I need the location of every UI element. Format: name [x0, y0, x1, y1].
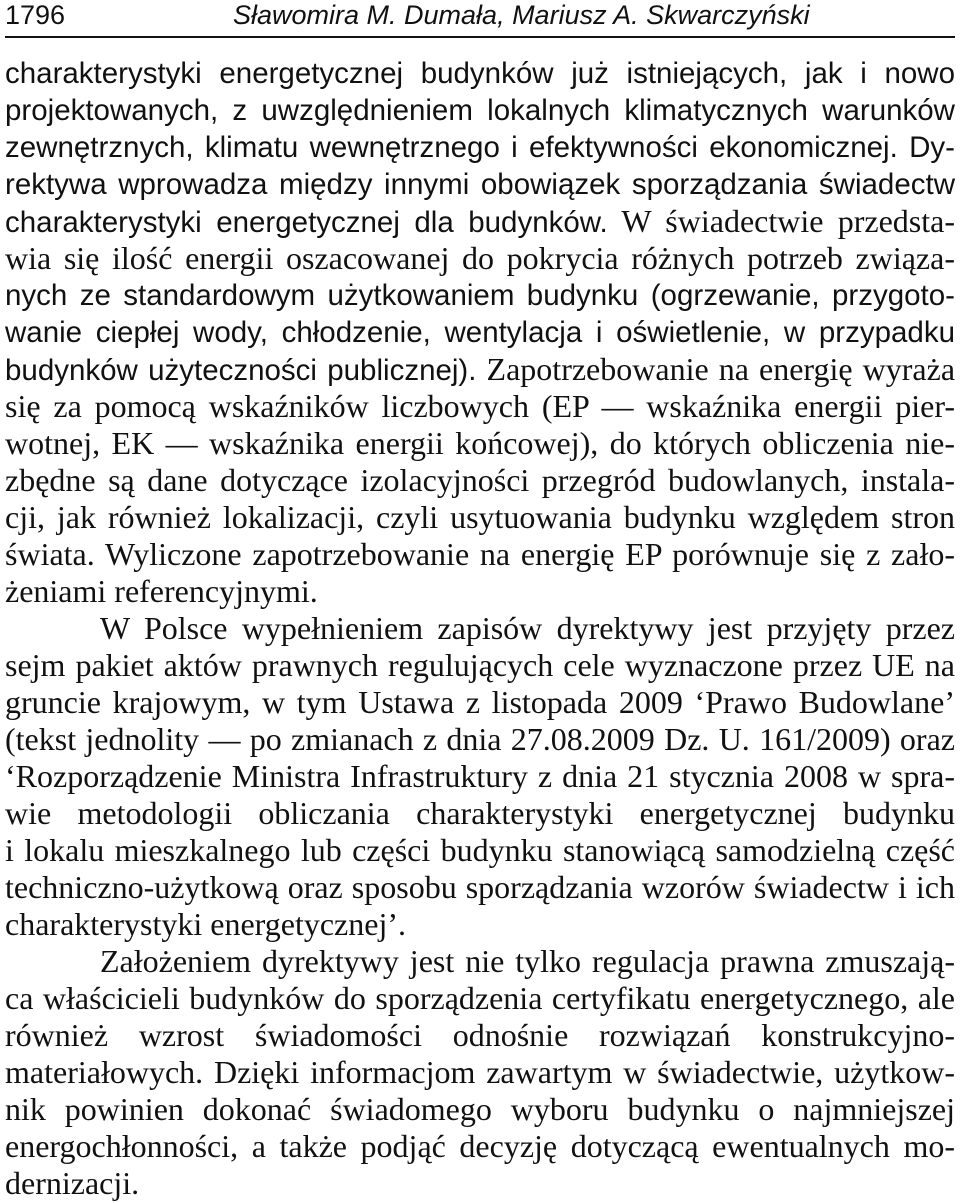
- text-segment: wotnej, EK — wskaźnika energii końcowej), do których obliczenia nie-: [5, 425, 955, 461]
- text-segment: zewnętrznych, klimatu wewnętrznego i efektywności ekonomicznej. Dy-: [5, 131, 955, 164]
- text-line: [5, 1165, 955, 1202]
- text-segment: i lokalu mieszkalnego lub części budynku stanowiącą samodzielną część: [5, 832, 955, 868]
- page-number: 1796: [5, 0, 66, 30]
- text-line: [5, 721, 955, 758]
- text-line: [5, 869, 955, 906]
- text-line: [5, 573, 955, 610]
- text-line: [5, 684, 955, 721]
- text-segment: materiałowych. Dzięki informacjom zawartym w świadectwie, użytkow-: [5, 1054, 955, 1090]
- text-line: [5, 536, 955, 573]
- text-segment: energochłonności, a także podjąć decyzję dotyczącą ewentualnych mo-: [5, 1128, 955, 1164]
- text-line: [5, 314, 955, 351]
- text-segment: żeniami referencyjnymi.: [5, 573, 318, 609]
- text-segment: dernizacji.: [5, 1165, 140, 1201]
- text-segment: techniczno-użytkową oraz sposobu sporządzania wzorów świadectw i ich: [5, 869, 955, 905]
- text-line: [5, 388, 955, 425]
- text-segment: (tekst jednolity — po zmianach z dnia 27.08.2009 Dz. U. 161/2009) oraz: [5, 721, 955, 757]
- text-line: [5, 499, 955, 536]
- text-segment: wanie ciepłej wody, chłodzenie, wentylacja i oświetlenie, w przypadku: [5, 316, 955, 349]
- text-line: [5, 1091, 955, 1128]
- text-line: [5, 425, 955, 462]
- text-segment: W Polsce wypełnieniem zapisów dyrektywy jest przyjęty przez: [100, 610, 955, 646]
- authors: Sławomira M. Dumała, Mariusz A. Skwarczyński: [233, 0, 810, 30]
- text-segment: świata. Wyliczone zapotrzebowanie na energię EP porównuje się z zało-: [5, 536, 955, 572]
- text-segment: cji, jak również lokalizacji, czyli usytuowania budynku względem stron: [5, 499, 955, 535]
- text-segment: zbędne są dane dotyczące izolacyjności przegród budowlanych, instala-: [5, 462, 955, 498]
- paragraph: [5, 55, 955, 610]
- text-segment: Założeniem dyrektywy jest nie tylko regulacja prawna zmuszają-: [100, 943, 955, 979]
- text-line: [5, 92, 955, 129]
- text-segment: również wzrost świadomości odnośnie rozwiązań konstrukcyjno-: [5, 1017, 955, 1053]
- text-line: [5, 129, 955, 166]
- text-line: [5, 943, 955, 980]
- text-segment: się za pomocą wskaźników liczbowych (EP — wskaźnika energii pier-: [5, 388, 955, 424]
- text-line: [5, 795, 955, 832]
- text-line: [5, 906, 955, 943]
- running-header: [5, 0, 955, 34]
- paragraph: [5, 610, 955, 943]
- text-segment: charakterystyki energetycznej budynków już istniejących, jak i nowo: [5, 57, 955, 90]
- text-segment: Zapotrzebowanie na energię wyraża: [486, 351, 956, 387]
- text-line: [5, 351, 955, 388]
- paragraph: [5, 943, 955, 1202]
- text-segment: projektowanych, z uwzględnieniem lokalnych klimatycznych warunków: [5, 94, 955, 127]
- text-segment: wia się ilość energii oszacowanej do pokrycia różnych potrzeb związa-: [5, 240, 955, 276]
- text-line: [5, 1128, 955, 1165]
- text-line: [5, 832, 955, 869]
- text-line: [5, 277, 955, 314]
- text-segment: sejm pakiet aktów prawnych regulujących cele wyznaczone przez UE na: [5, 647, 955, 683]
- text-line: [5, 758, 955, 795]
- text-line: [5, 647, 955, 684]
- text-segment: charakterystyki energetycznej dla budynków.: [5, 206, 608, 239]
- text-segment: ‘Rozporządzenie Ministra Infrastruktury z dnia 21 stycznia 2008 w spra-: [5, 758, 955, 794]
- text-line: [5, 1017, 955, 1054]
- text-segment: nych ze standardowym użytkowaniem budynku (ogrzewanie, przygoto-: [5, 279, 955, 312]
- text-line: [5, 980, 955, 1017]
- text-segment: charakterystyki energetycznej’.: [5, 906, 406, 942]
- text-line: [5, 1054, 955, 1091]
- text-line: [5, 166, 955, 203]
- header-rule: [5, 36, 955, 38]
- text-line: [5, 462, 955, 499]
- page-body: [5, 55, 955, 1202]
- text-segment: ca właścicieli budynków do sporządzenia certyfikatu energetycznego, ale: [5, 980, 955, 1016]
- text-segment: nik powinien dokonać świadomego wyboru budynku o najmniejszej: [5, 1091, 955, 1127]
- text-segment: budynków użyteczności publicznej).: [5, 354, 477, 387]
- text-line: [5, 55, 955, 92]
- text-segment: W świadectwie przedsta-: [621, 203, 955, 239]
- text-line: [5, 203, 955, 240]
- text-segment: rektywa wprowadza między innymi obowiązek sporządzania świadectw: [5, 168, 955, 201]
- text-segment: gruncie krajowym, w tym Ustawa z listopada 2009 ‘Prawo Budowlane’: [5, 684, 955, 720]
- text-segment: wie metodologii obliczania charakterystyki energetycznej budynku: [5, 795, 955, 831]
- text-line: [5, 610, 955, 647]
- text-line: [5, 240, 955, 277]
